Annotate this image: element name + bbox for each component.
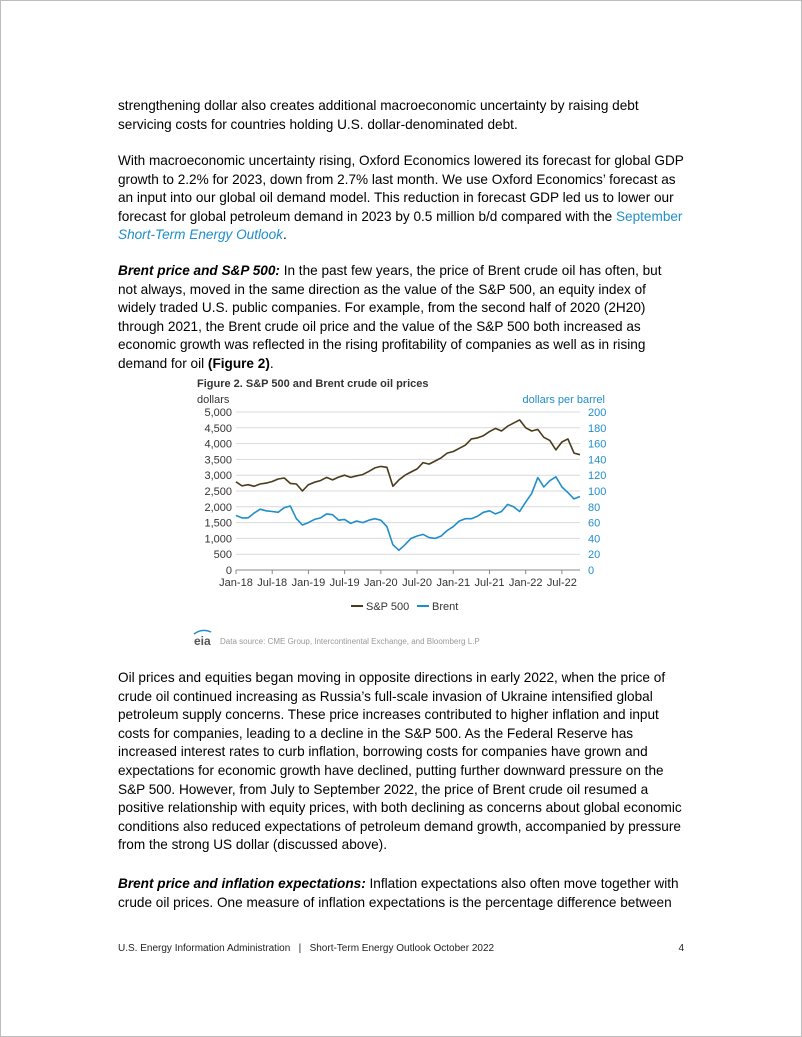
right-tick-label: 80	[588, 501, 601, 514]
left-tick-label: 2,500	[204, 486, 232, 498]
right-tick-label: 200	[588, 407, 607, 419]
footer-publication: U.S. Energy Information Administration | Short-Term Energy Outlook October 2022	[118, 943, 495, 954]
left-tick-label: 1,500	[204, 517, 232, 530]
left-tick-label: 1,000	[204, 533, 232, 546]
paragraph-5-text: Inflation expectations also often move together with crude oil prices. One measure of inflation expectations is the percentage difference between	[118, 876, 679, 910]
link-italic-text: Short-Term Energy Outlook	[118, 227, 283, 243]
legend-label-brent: Brent	[432, 601, 459, 613]
left-tick-label: 3,500	[204, 454, 232, 467]
paragraph-4	[118, 669, 684, 855]
right-tick-label: 40	[588, 533, 601, 546]
paragraph-1-text: strengthening dollar also creates additional macroeconomic uncertainty by raising debt servicing costs for countries holding U.S. dollar-denominated debt.	[118, 98, 639, 132]
x-tick-label: Jul-20	[402, 577, 433, 589]
right-tick-label: 20	[588, 549, 601, 562]
paragraph-3-end: .	[269, 355, 274, 371]
x-tick-label: Jan-21	[436, 577, 471, 589]
page-number: 4	[678, 943, 684, 954]
paragraph-2-end: .	[282, 227, 287, 243]
x-tick-label: Jan-18	[219, 577, 253, 589]
right-axis-label: dollars per barrel	[522, 394, 605, 406]
right-tick-label: 160	[588, 438, 607, 451]
left-axis-label: dollars	[197, 394, 230, 406]
left-tick-label: 4,500	[204, 422, 232, 435]
grid-lines	[236, 412, 580, 570]
chart-legend	[351, 601, 458, 613]
left-tick-label: 2,000	[204, 501, 232, 514]
paragraph-1	[118, 97, 684, 134]
x-tick-label: Jan-20	[364, 577, 398, 589]
page-footer	[118, 943, 684, 954]
right-tick-label: 60	[588, 517, 601, 530]
series-line-sp500	[236, 420, 580, 491]
left-tick-label: 500	[213, 549, 232, 562]
figure-2-chart	[180, 372, 620, 652]
left-tick-label: 0	[225, 565, 232, 577]
series-lines	[236, 420, 580, 550]
right-tick-label: 120	[588, 470, 607, 483]
x-tick-label: Jul-19	[329, 577, 360, 589]
section-heading-brent-sp500: Brent price and S&P 500:	[118, 263, 280, 278]
legend-label-sp500: S&P 500	[366, 601, 410, 613]
section-heading-brent-inflation: Brent price and inflation expectations:	[118, 876, 366, 891]
figure-2-reference: (Figure 2)	[207, 355, 270, 371]
paragraph-3	[118, 262, 684, 374]
left-tick-label: 3,000	[204, 470, 232, 483]
eia-logo-icon	[194, 630, 211, 648]
data-source-note: Data source: CME Group, Intercontinental Exchange, and Bloomberg L.P	[220, 637, 480, 646]
left-tick-label: 5,000	[204, 407, 232, 419]
axis-ticks	[204, 407, 606, 589]
x-tick-label: Jul-21	[474, 577, 505, 589]
paragraph-5	[118, 875, 684, 912]
right-tick-label: 0	[588, 565, 595, 577]
x-tick-label: Jul-22	[546, 577, 577, 589]
right-tick-label: 100	[588, 486, 607, 498]
series-line-brent	[236, 477, 580, 551]
x-tick-label: Jan-22	[508, 577, 543, 589]
chart-title: Figure 2. S&P 500 and Brent crude oil prices	[197, 378, 429, 390]
paragraph-3-text: In the past few years, the price of Brent crude oil has often, but not always, moved in the same direction as the value of the S&P 500, an equity index of widely traded U.S. public companies. For example, from the second half of 2020 (2H20) through 2021, the Brent crude oil price and the value of the S&P 500 both increased as economic growth was reflected in the rising profitability of companies as well as in rising demand for oil	[118, 263, 662, 371]
link-plain-text: September	[615, 208, 683, 224]
paragraph-2-text: With macroeconomic uncertainty rising, Oxford Economics lowered its forecast for global GDP growth to 2.2% for 2023, down from 2.7% last month. We use Oxford Economics’ forecast as an input into our global oil demand model. This reduction in forecast GDP led us to lower our forecast for global petroleum demand in 2023 by 0.5 million b/d compared with the	[118, 153, 684, 224]
paragraph-4-text: Oil prices and equities began moving in opposite directions in early 2022, when the price of crude oil continued increasing as Russia’s full-scale invasion of Ukraine intensified global petroleum supply concerns. These price increases contributed to higher inflation and input costs for companies, leading to a decline in the S&P 500. As the Federal Reserve has increased interest rates to curb inflation, borrowing costs for companies have grown and expectations for economic growth have declined, putting further downward pressure on the S&P 500. However, from July to September 2022, the price of Brent crude oil resumed a positive relationship with equity prices, with both declining as concerns about global economic conditions also reduced expectations of petroleum demand growth, accompanied by pressure from the strong US dollar (discussed above).	[118, 670, 682, 853]
right-tick-label: 180	[588, 422, 607, 435]
paragraph-2	[118, 152, 684, 245]
x-tick-label: Jul-18	[257, 577, 288, 589]
x-tick-label: Jan-19	[291, 577, 326, 589]
eia-logo-text: eia	[194, 634, 211, 648]
left-tick-label: 4,000	[204, 438, 232, 451]
right-tick-label: 140	[588, 454, 607, 467]
